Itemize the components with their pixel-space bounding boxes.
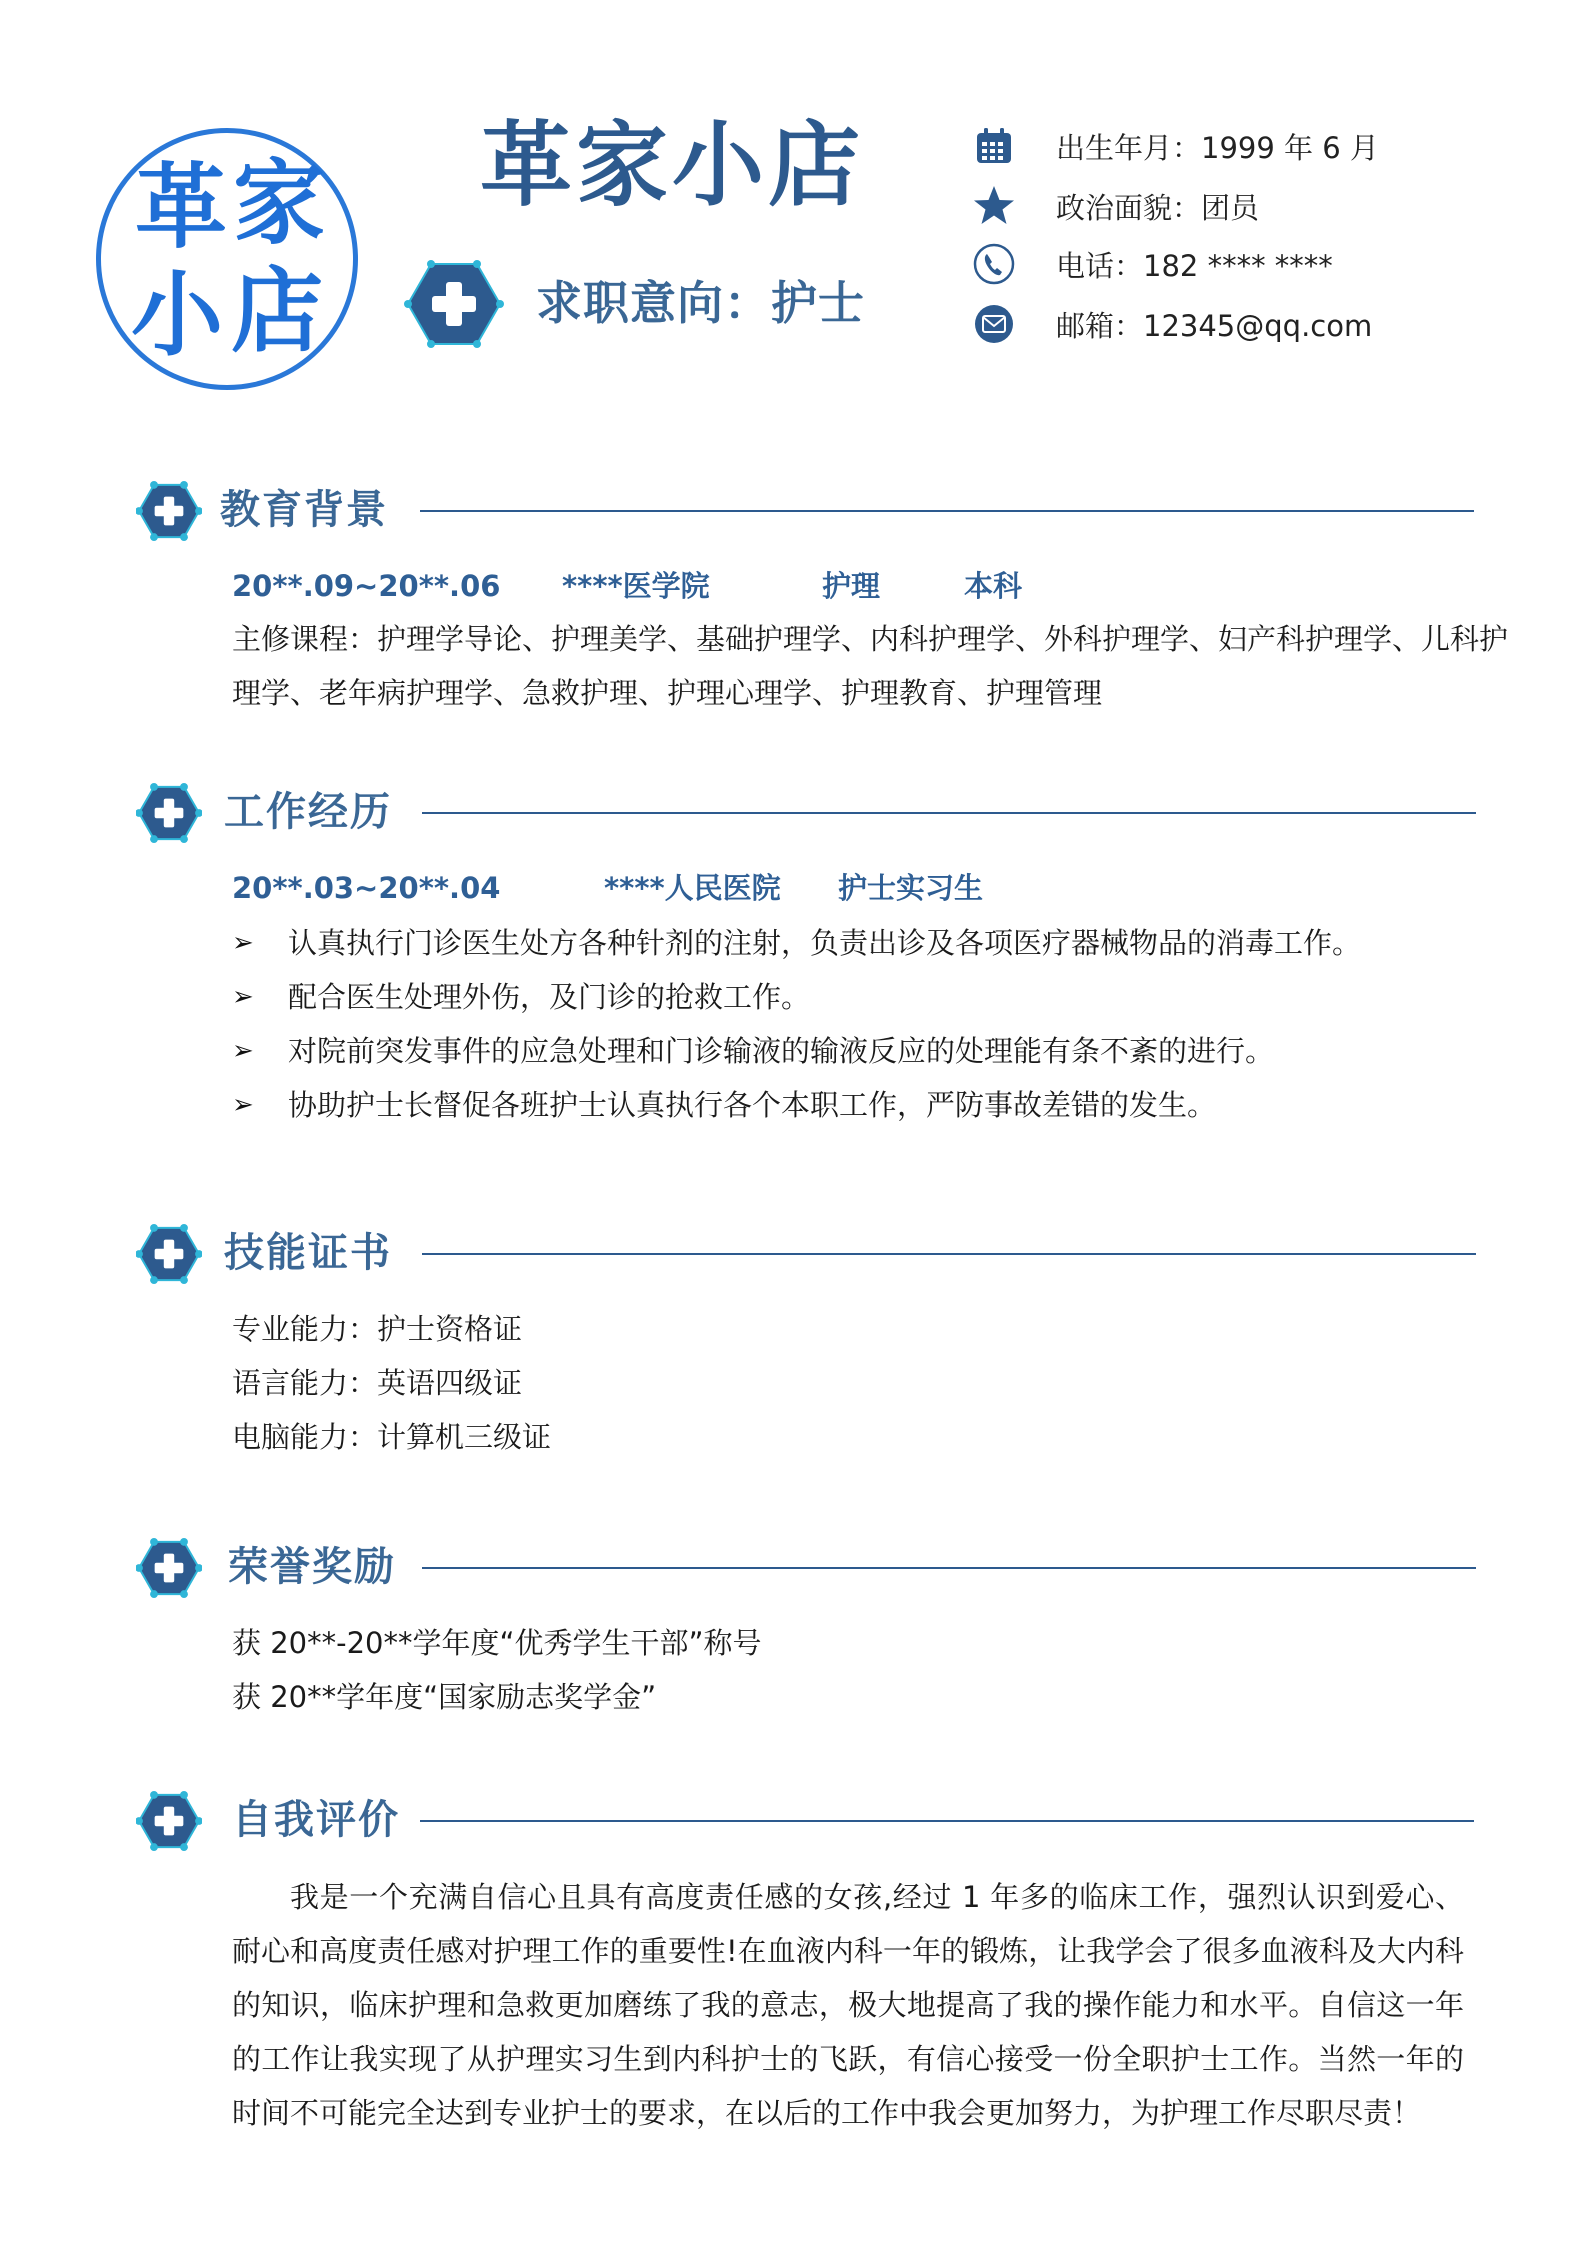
honor-item: 获 20**学年度“国家励志奖学金” <box>232 1680 657 1714</box>
section-divider <box>422 1253 1476 1255</box>
edu-degree: 本科 <box>964 569 1023 603</box>
medical-cross-icon <box>136 783 202 843</box>
work-duty-text: 配合医生处理外伤，及门诊的抢救工作。 <box>288 980 811 1014</box>
edu-major: 护理 <box>822 569 881 603</box>
seal-char: 家 <box>233 149 326 257</box>
honor-item: 获 20**-20**学年度“优秀学生干部”称号 <box>232 1626 762 1660</box>
info-birth <box>972 124 1379 168</box>
skill-item: 语言能力：英语四级证 <box>232 1366 523 1400</box>
skill-item: 专业能力：护士资格证 <box>232 1312 523 1346</box>
work-period: 20**.03~20**.04 <box>232 871 501 905</box>
mail-icon <box>972 302 1016 346</box>
seal-logo <box>96 128 358 390</box>
medical-cross-icon <box>404 258 504 350</box>
seal-char: 革 <box>135 153 228 261</box>
info-phone-text: 电话：182 **** **** <box>1056 248 1333 283</box>
star-icon <box>972 184 1016 228</box>
section-title-skills: 技能证书 <box>224 1229 392 1276</box>
section-divider <box>422 1567 1476 1569</box>
section-title-education: 教育背景 <box>220 486 388 533</box>
info-political-text: 政治面貌：团员 <box>1056 190 1260 225</box>
list-item <box>232 970 1361 1024</box>
section-divider <box>420 1820 1474 1822</box>
calendar-icon <box>972 124 1016 168</box>
info-birth-text: 出生年月：1999 年 6 月 <box>1056 130 1379 165</box>
seal-char: 店 <box>231 257 324 365</box>
arrow-bullet-icon: ➢ <box>232 928 254 958</box>
edu-courses-line: 主修课程：护理学导论、护理美学、基础护理学、内科护理学、外科护理学、妇产科护理学、儿科护 <box>232 622 1509 656</box>
medical-cross-icon <box>136 481 202 541</box>
edu-school: ****医学院 <box>562 569 710 603</box>
skill-item: 电脑能力：计算机三级证 <box>232 1420 552 1454</box>
work-role: 护士实习生 <box>838 871 984 905</box>
medical-cross-icon <box>136 1791 202 1851</box>
arrow-bullet-icon: ➢ <box>232 982 254 1012</box>
seal-char: 小 <box>131 261 224 369</box>
info-political <box>972 184 1259 228</box>
list-item <box>232 916 1361 970</box>
arrow-bullet-icon: ➢ <box>232 1090 254 1120</box>
medical-cross-icon <box>136 1538 202 1598</box>
edu-courses-line: 理学、老年病护理学、急救护理、护理心理学、护理教育、护理管理 <box>232 676 1103 710</box>
page-title: 革家小店 <box>480 111 865 219</box>
self-evaluation-text: 我是一个充满自信心且具有高度责任感的女孩,经过 1 年多的临床工作，强烈认识到爱心、耐心和高度责任感对护理工作的重要性!在血液内科一年的锻炼，让我学会了很多血液科及大内科的知识，临床护理和急救更加磨练了我的意志，极大地提高了我的操作能力和水平。自信这一年的工作让我实现了从护理实习生到内科护士的飞跃，有信心接受一份全职护士工作。当然一年的时间不可能完全达到专业护士的要求，在以后的工作中我会更加努力，为护理工作尽职尽责！ <box>232 1880 1464 2130</box>
section-divider <box>420 510 1474 512</box>
arrow-bullet-icon: ➢ <box>232 1036 254 1066</box>
medical-cross-icon <box>136 1224 202 1284</box>
work-duty-list <box>232 916 1361 1132</box>
section-title-work: 工作经历 <box>224 788 392 835</box>
section-title-self: 自我评价 <box>232 1796 400 1843</box>
info-email <box>972 302 1372 346</box>
list-item <box>232 1078 1361 1132</box>
info-email-text: 邮箱：12345@qq.com <box>1056 308 1373 343</box>
section-title-honors: 荣誉奖励 <box>228 1543 396 1590</box>
list-item <box>232 1024 1361 1078</box>
edu-period: 20**.09~20**.06 <box>232 569 501 603</box>
info-phone <box>972 242 1333 286</box>
work-duty-text: 认真执行门诊医生处方各种针剂的注射，负责出诊及各项医疗器械物品的消毒工作。 <box>288 926 1362 960</box>
job-intent: 求职意向：护士 <box>536 276 865 330</box>
work-org: ****人民医院 <box>604 871 781 905</box>
work-duty-text: 协助护士长督促各班护士认真执行各个本职工作，严防事故差错的发生。 <box>288 1088 1217 1122</box>
section-divider <box>422 812 1476 814</box>
work-duty-text: 对院前突发事件的应急处理和门诊输液的输液反应的处理能有条不紊的进行。 <box>288 1034 1275 1068</box>
phone-icon <box>972 242 1016 286</box>
